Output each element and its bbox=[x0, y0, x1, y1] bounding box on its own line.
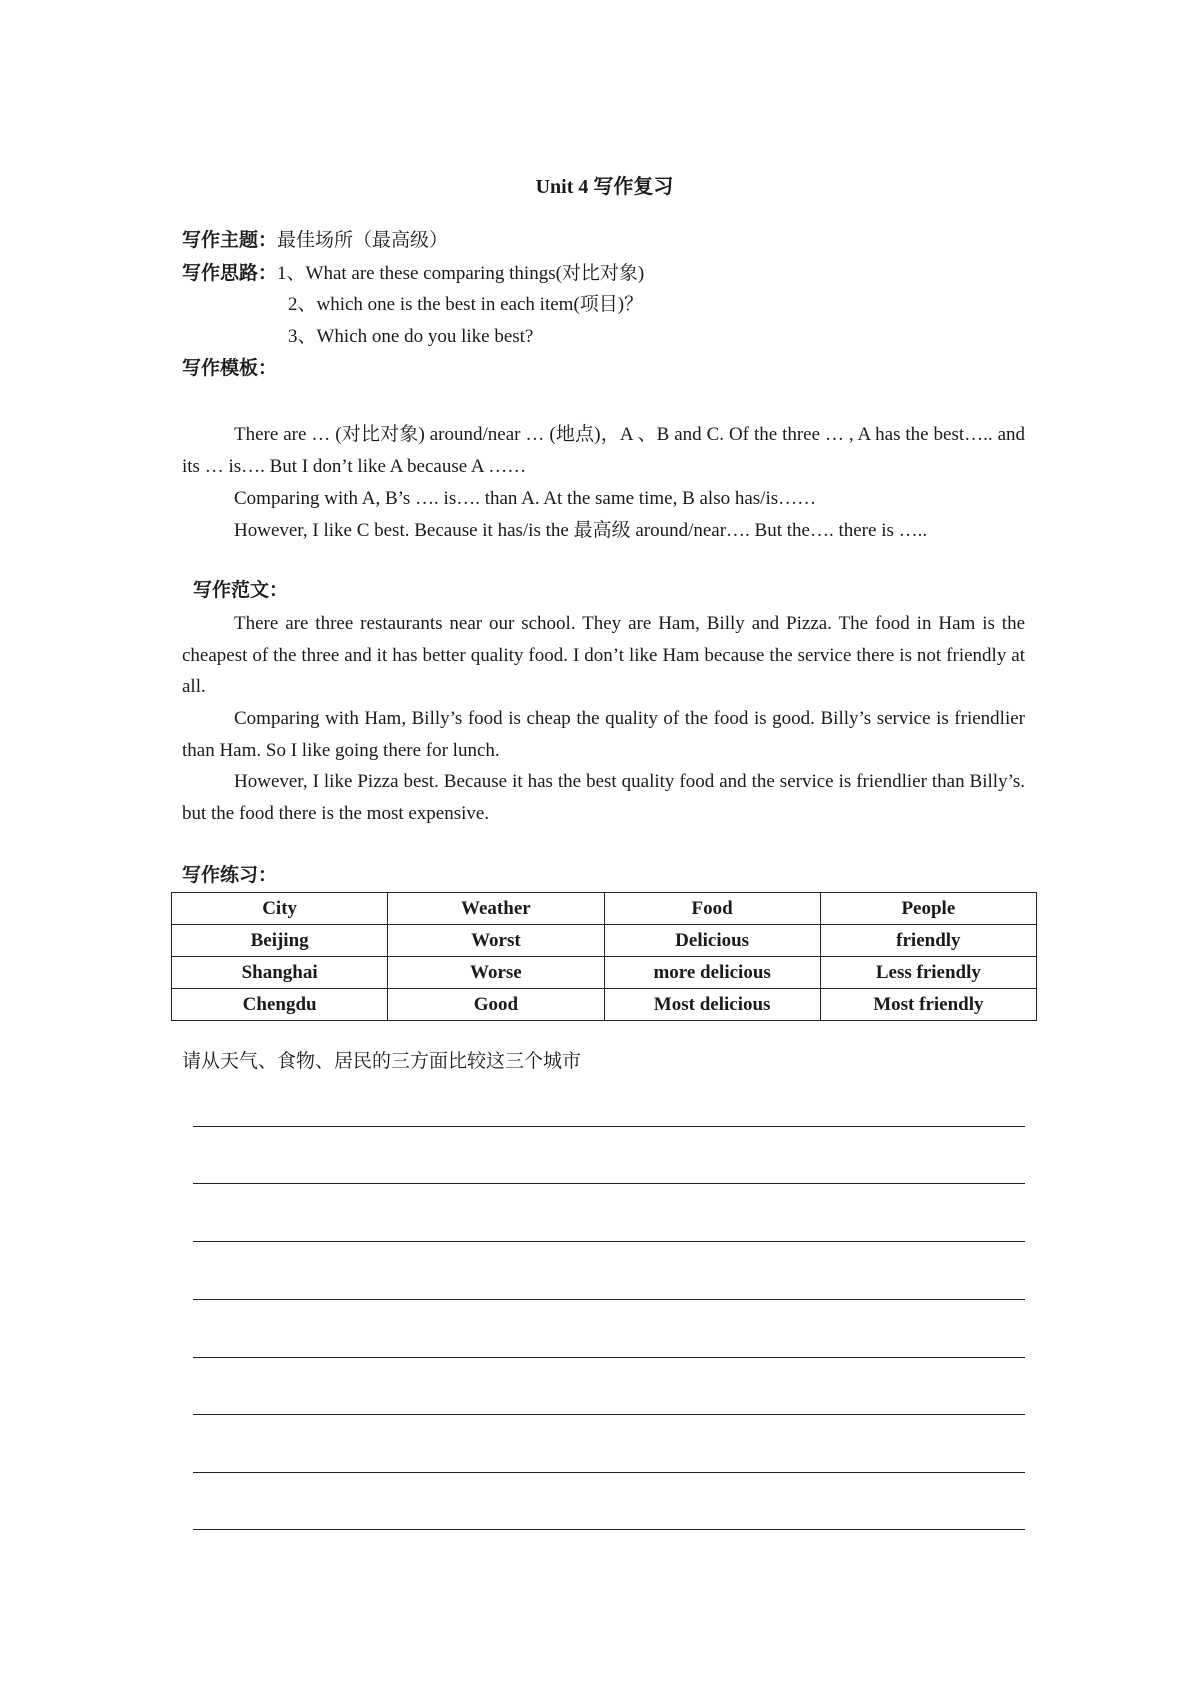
table-row bbox=[172, 989, 1037, 1021]
writing-line[interactable] bbox=[193, 1357, 1025, 1358]
table-cell: Most delicious bbox=[604, 989, 820, 1021]
table-cell: Less friendly bbox=[820, 957, 1036, 989]
topic-line bbox=[182, 226, 448, 256]
writing-line[interactable] bbox=[193, 1299, 1025, 1300]
practice-label: 写作练习： bbox=[182, 865, 278, 886]
topic-label: 写作主题： bbox=[182, 230, 278, 251]
table-cell: Good bbox=[388, 989, 604, 1021]
header-cell: Food bbox=[604, 893, 820, 925]
table-cell: Shanghai bbox=[172, 957, 388, 989]
ideas-item: 1、What are these comparing things(对比对象) bbox=[277, 263, 645, 284]
template-paragraph: However, I like C best. Because it has/is the 最高级 around/near…. But the…. there is ….. bbox=[234, 520, 928, 541]
practice-instruction: 请从天气、食物、居民的三方面比较这三个城市 bbox=[182, 1051, 582, 1072]
ideas-line-1 bbox=[182, 259, 644, 289]
sample-label: 写作范文： bbox=[193, 580, 289, 601]
writing-line[interactable] bbox=[193, 1126, 1025, 1127]
template-paragraph: Comparing with A, B’s …. is…. than A. At the same time, B also has/is…… bbox=[234, 488, 817, 509]
writing-line[interactable] bbox=[193, 1183, 1025, 1184]
sample-paragraph: There are three restaurants near our school. They are Ham, Billy and Pizza. The food in Ham is the cheapest of the three and it has better quality food. I don’t like Ham because the service there is not friendly at all. bbox=[182, 613, 1025, 697]
topic-value: 最佳场所（最高级） bbox=[277, 230, 449, 251]
writing-line[interactable] bbox=[193, 1414, 1025, 1415]
sample-paragraph: However, I like Pizza best. Because it has the best quality food and the service is friendlier than Billy’s. but the food there is the most expensive. bbox=[182, 771, 1025, 824]
writing-line[interactable] bbox=[193, 1529, 1025, 1530]
writing-line[interactable] bbox=[193, 1472, 1025, 1473]
table-cell: friendly bbox=[820, 925, 1036, 957]
table-header-row bbox=[172, 893, 1037, 925]
page-title: Unit 4 写作复习 bbox=[535, 176, 674, 198]
header-cell: Weather bbox=[388, 893, 604, 925]
header-cell: City bbox=[172, 893, 388, 925]
table-cell: Beijing bbox=[172, 925, 388, 957]
practice-table bbox=[171, 892, 1037, 1021]
table-cell: Delicious bbox=[604, 925, 820, 957]
sample-paragraph: Comparing with Ham, Billy’s food is cheap the quality of the food is good. Billy’s service is friendlier than Ham. So I like going there for lunch. bbox=[182, 708, 1025, 761]
table-cell: Chengdu bbox=[172, 989, 388, 1021]
table-row bbox=[172, 957, 1037, 989]
writing-line[interactable] bbox=[193, 1241, 1025, 1242]
table-cell: Most friendly bbox=[820, 989, 1036, 1021]
table-cell: Worse bbox=[388, 957, 604, 989]
header-cell: People bbox=[820, 893, 1036, 925]
table-row bbox=[172, 925, 1037, 957]
ideas-item: 3、Which one do you like best? bbox=[288, 326, 534, 347]
table-cell: more delicious bbox=[604, 957, 820, 989]
ideas-item: 2、which one is the best in each item(项目)？ bbox=[288, 294, 644, 315]
template-label: 写作模板： bbox=[182, 358, 278, 379]
ideas-label: 写作思路： bbox=[182, 263, 278, 284]
table-cell: Worst bbox=[388, 925, 604, 957]
template-paragraph: There are … (对比对象) around/near … (地点)，A 、B and C. Of the three … , A has the best….. and its … is…. But I don’t like A because A …… bbox=[182, 424, 1025, 477]
